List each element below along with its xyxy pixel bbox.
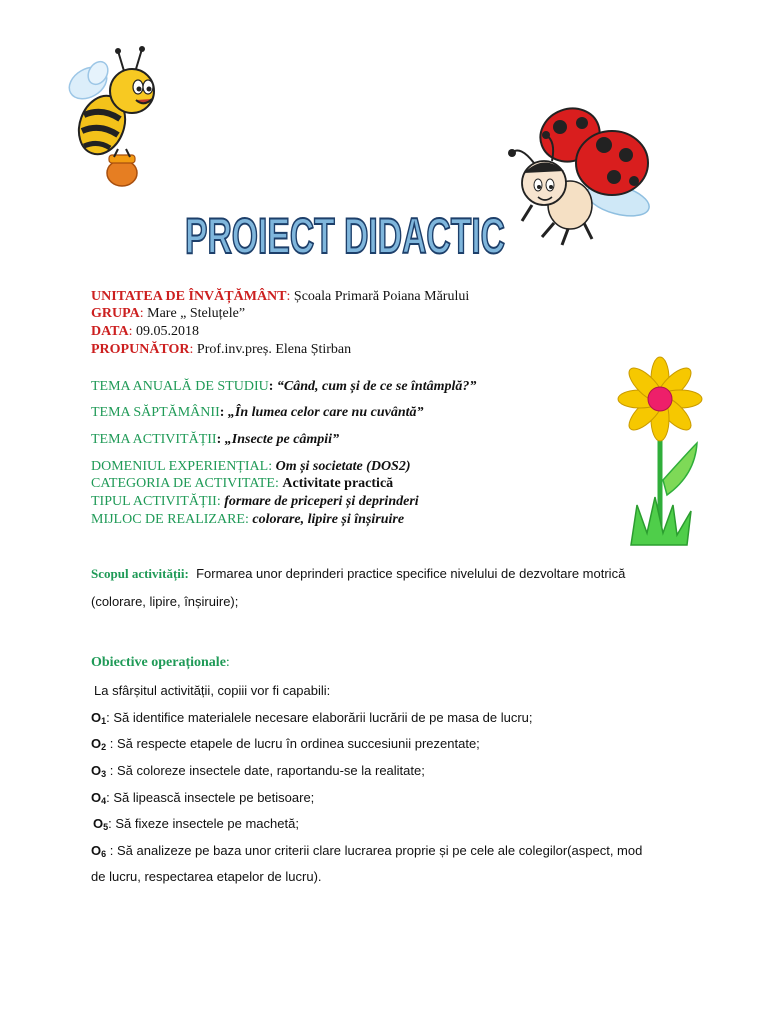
detail-domain: DOMENIUL EXPERIENȚIAL: Om și societate (DOS2) [91, 459, 411, 474]
scope-line-1: Scopul activității: Formarea unor deprinderi practice specifice nivelului de dezvoltare motrică [91, 566, 626, 581]
objective-item-6-continuation: de lucru, respectarea etapelor de lucru). [91, 869, 322, 884]
detail-type: TIPUL ACTIVITĂȚII: formare de priceperi și deprinderi [91, 494, 419, 509]
objectives-heading: Obiective operaționale: [91, 655, 230, 670]
flower-illustration [615, 355, 705, 550]
objective-item-6: $O_6$ : Să analizeze pe baza unor criterii clare lucrarea proprie și pe cele ale colegilor(aspect, mod [91, 843, 643, 859]
info-group: GRUPA: Mare „ Steluțele” [91, 306, 246, 321]
page-title [180, 203, 510, 263]
theme-activity: TEMA ACTIVITĂȚII: „Insecte pe câmpii” [91, 432, 340, 447]
objective-item-2: $O_2$ : Să respecte etapele de lucru în ordinea succesiunii prezentate; [91, 736, 480, 752]
bee-illustration [60, 45, 170, 190]
info-author: PROPUNĂTOR: Prof.inv.preș. Elena Știrban [91, 342, 352, 357]
info-date: DATA: 09.05.2018 [91, 324, 199, 339]
theme-annual: TEMA ANUALĂ DE STUDIU: “Când, cum și de ce se întâmplă?” [91, 379, 477, 394]
info-unit: UNITATEA DE ÎNVĂȚĂMÂNT: Școala Primară Poiana Mărului [91, 289, 470, 304]
theme-week: TEMA SĂPTĂMÂNII: „În lumea celor care nu cuvântă” [91, 405, 424, 420]
objectives-intro: La sfârșitul activității, copiii vor fi capabili: [94, 683, 331, 698]
objective-item-1: $O_1$: Să identifice materialele necesare elaborării lucrării de pe masa de lucru; [91, 710, 533, 726]
objective-item-4: $O_4$: Să lipească insectele pe betisoare; [91, 790, 315, 806]
objective-item-3: $O_3$ : Să coloreze insectele date, raportandu-se la realitate; [91, 763, 425, 779]
objective-item-5: $O_5$: Să fixeze insectele pe machetă; [93, 816, 299, 832]
detail-means: MIJLOC DE REALIZARE: colorare, lipire și înșiruire [91, 512, 405, 527]
page-title-text: PROIECT DIDACTIC [185, 208, 505, 264]
detail-category: CATEGORIA DE ACTIVITATE: Activitate practică [91, 476, 394, 491]
ladybug-illustration [500, 105, 660, 255]
scope-line-2: (colorare, lipire, înșiruire); [91, 594, 239, 609]
